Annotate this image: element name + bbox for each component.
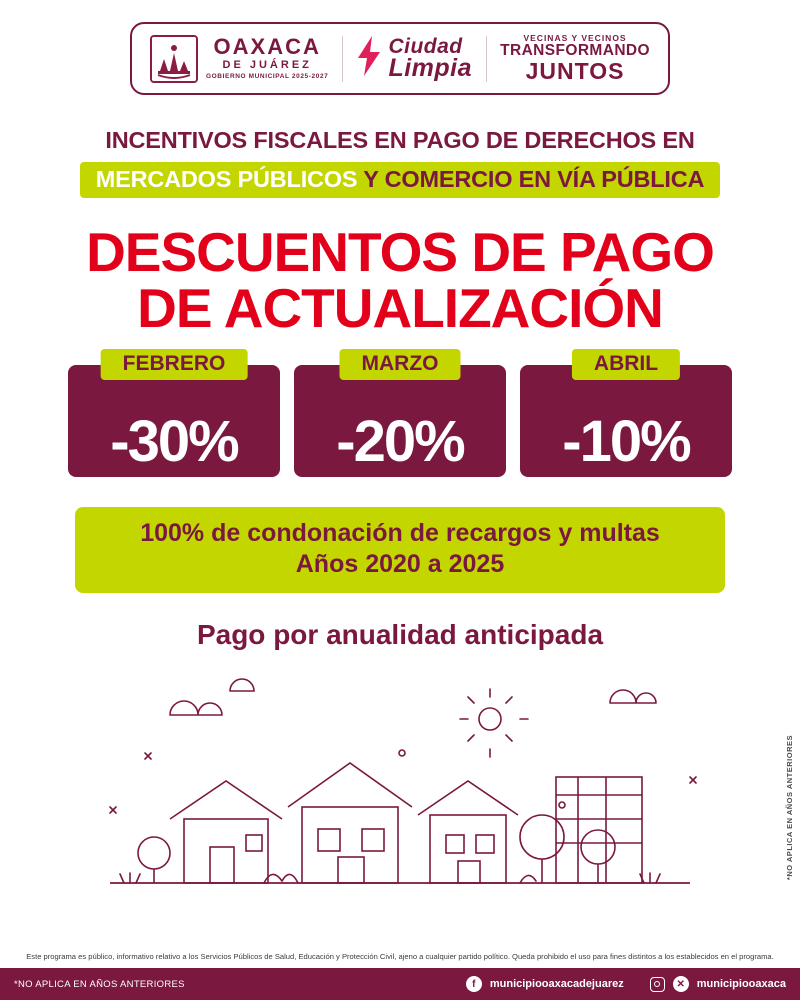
banner-line-1: 100% de condonación de recargos y multas — [140, 518, 660, 547]
transform-line1: VECINAS Y VECINOS — [523, 33, 627, 43]
transform-line3: JUNTOS — [525, 58, 625, 85]
discount-cards — [68, 351, 732, 477]
discount-card-abril — [520, 351, 732, 477]
banner-line-2: Años 2020 a 2025 — [295, 549, 505, 578]
subtitle-rest: Y COMERCIO EN VÍA PÚBLICA — [357, 166, 705, 193]
discount-month-label: FEBRERO — [101, 349, 248, 380]
header-logo-bar — [130, 22, 670, 95]
oaxaca-wordmark — [206, 36, 328, 81]
facebook-handle[interactable]: municipiooaxacadejuarez — [489, 978, 624, 990]
oaxaca-government-logo — [150, 35, 328, 83]
transformando-juntos-logo — [500, 34, 650, 83]
ciudad-limpia-wordmark — [388, 34, 473, 82]
footer-bar — [0, 968, 800, 1000]
instagram-icon[interactable] — [650, 977, 665, 992]
lightning-bolt-icon — [356, 34, 382, 83]
oaxaca-coat-of-arms-icon — [150, 35, 198, 83]
subtitle-line-2 — [80, 162, 721, 198]
x-twitter-icon[interactable]: ✕ — [673, 976, 689, 992]
oaxaca-line3: GOBIERNO MUNICIPAL 2025-2027 — [206, 73, 329, 81]
discount-value: -30% — [110, 408, 238, 474]
city-illustration — [0, 657, 800, 917]
discount-card-febrero — [68, 351, 280, 477]
discount-card-marzo — [294, 351, 506, 477]
social-links — [466, 976, 786, 992]
condonacion-banner — [75, 507, 725, 594]
subtitle-highlight: MERCADOS PÚBLICOS — [95, 166, 358, 193]
header-divider-1 — [342, 36, 343, 82]
discount-value: -10% — [562, 408, 690, 474]
facebook-icon[interactable]: f — [466, 976, 482, 992]
discount-month-label: ABRIL — [572, 349, 680, 380]
oaxaca-line2: DE JUÁREZ — [222, 59, 312, 72]
discount-value: -20% — [336, 408, 464, 474]
instagram-lens — [654, 981, 660, 987]
transform-line2: TRANSFORMANDO — [500, 41, 650, 59]
subtitle-line-1: INCENTIVOS FISCALES EN PAGO DE DERECHOS EN — [105, 127, 695, 154]
title-line-1: DESCUENTOS DE PAGO — [86, 221, 714, 284]
subtitle-line-2-wrapper — [0, 162, 800, 198]
pago-anualidad-note: Pago por anualidad anticipada — [196, 619, 604, 651]
page-title — [0, 221, 800, 340]
title-line-2: DE ACTUALIZACIÓN — [137, 277, 663, 340]
oaxaca-line1: OAXACA — [213, 34, 321, 60]
discount-month-label: MARZO — [340, 349, 461, 380]
x-handle[interactable]: municipiooaxaca — [696, 978, 786, 990]
legal-disclaimer: Este programa es público, informativo relativo a los Servicios Públicos de Salud, Educación y Protección Civil, ajeno a cualquier partido político. Queda prohibido el uso para fines distintos a los establecidos en el programa. — [26, 952, 774, 962]
header-divider-2 — [486, 36, 487, 82]
ciudad-limpia-logo — [356, 34, 472, 83]
footer-disclaimer: *NO APLICA EN AÑOS ANTERIORES — [14, 978, 185, 990]
ciudad-line2: Limpia — [388, 53, 473, 82]
ciudad-line1: Ciudad — [388, 34, 463, 58]
side-disclaimer: *NO APLICA EN AÑOS ANTERIORES — [785, 734, 794, 880]
